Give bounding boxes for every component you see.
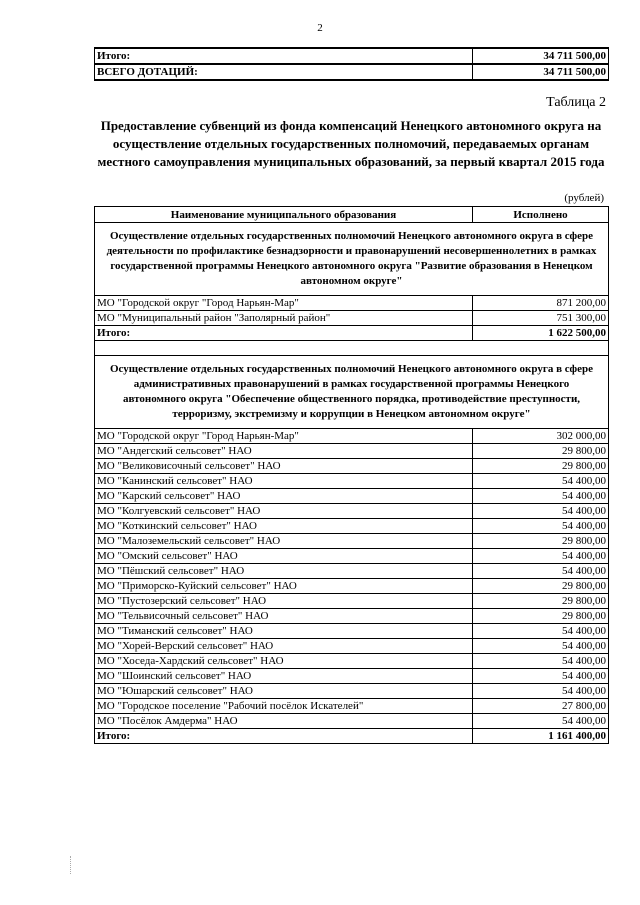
table-row bbox=[95, 296, 609, 311]
municipality-name: МО "Городской округ "Город Нарьян-Мар" bbox=[95, 296, 473, 311]
amount-value: 54 400,00 bbox=[473, 684, 609, 699]
table-row bbox=[95, 564, 609, 579]
table-row bbox=[95, 489, 609, 504]
table-row bbox=[95, 459, 609, 474]
column-header-name: Наименование муниципального образования bbox=[95, 207, 473, 223]
municipality-name: МО "Коткинский сельсовет" НАО bbox=[95, 519, 473, 534]
column-header-value: Исполнено bbox=[473, 207, 609, 223]
header-row bbox=[95, 207, 609, 223]
amount-value: 54 400,00 bbox=[473, 639, 609, 654]
table-row bbox=[95, 579, 609, 594]
municipality-name: МО "Хорей-Верский сельсовет" НАО bbox=[95, 639, 473, 654]
row-label: Итого: bbox=[95, 48, 473, 64]
table-row bbox=[95, 684, 609, 699]
municipality-name: МО "Пёшский сельсовет" НАО bbox=[95, 564, 473, 579]
amount-value: 29 800,00 bbox=[473, 444, 609, 459]
total-value: 1 622 500,00 bbox=[473, 326, 609, 341]
municipality-name: МО "Колгуевский сельсовет" НАО bbox=[95, 504, 473, 519]
table-row bbox=[95, 474, 609, 489]
amount-value: 54 400,00 bbox=[473, 669, 609, 684]
table-row bbox=[95, 594, 609, 609]
total-label: Итого: bbox=[95, 729, 473, 744]
amount-value: 54 400,00 bbox=[473, 504, 609, 519]
table-row bbox=[95, 444, 609, 459]
municipality-name: МО "Муниципальный район "Заполярный район" bbox=[95, 311, 473, 326]
section-title-row bbox=[95, 356, 609, 429]
amount-value: 29 800,00 bbox=[473, 594, 609, 609]
unit-label: (рублей) bbox=[564, 192, 604, 204]
blank-cell bbox=[95, 341, 609, 356]
table-row bbox=[95, 48, 609, 64]
table-row bbox=[95, 669, 609, 684]
municipality-name: МО "Посёлок Амдерма" НАО bbox=[95, 714, 473, 729]
amount-value: 54 400,00 bbox=[473, 624, 609, 639]
row-label: ВСЕГО ДОТАЦИЙ: bbox=[95, 64, 473, 80]
table-row bbox=[95, 519, 609, 534]
table-row bbox=[95, 504, 609, 519]
municipality-name: МО "Малоземельский сельсовет" НАО bbox=[95, 534, 473, 549]
row-value: 34 711 500,00 bbox=[473, 64, 609, 80]
municipality-name: МО "Городское поселение "Рабочий посёлок Искателей" bbox=[95, 699, 473, 714]
scan-mark bbox=[70, 856, 72, 874]
blank-row bbox=[95, 341, 609, 356]
municipality-name: МО "Великовисочный сельсовет" НАО bbox=[95, 459, 473, 474]
table-row bbox=[95, 609, 609, 624]
amount-value: 54 400,00 bbox=[473, 519, 609, 534]
amount-value: 54 400,00 bbox=[473, 489, 609, 504]
total-row bbox=[95, 326, 609, 341]
municipality-name: МО "Хоседа-Хардский сельсовет" НАО bbox=[95, 654, 473, 669]
table-row bbox=[95, 549, 609, 564]
row-value: 34 711 500,00 bbox=[473, 48, 609, 64]
amount-value: 29 800,00 bbox=[473, 459, 609, 474]
section-title: Осуществление отдельных государственных полномочий Ненецкого автономного округа в сфере административных правонарушений в рамках государственной программы Ненецкого автономного округа "Обеспечение общественного порядка, противодействие преступности, терроризму, экстремизму и коррупции в Ненецком автономном округе" bbox=[95, 356, 609, 429]
table-row bbox=[95, 624, 609, 639]
table-label: Таблица 2 bbox=[546, 95, 606, 110]
municipality-name: МО "Андегский сельсовет" НАО bbox=[95, 444, 473, 459]
table-row bbox=[95, 534, 609, 549]
amount-value: 54 400,00 bbox=[473, 564, 609, 579]
subventions-table bbox=[94, 206, 609, 744]
amount-value: 27 800,00 bbox=[473, 699, 609, 714]
municipality-name: МО "Шоинский сельсовет" НАО bbox=[95, 669, 473, 684]
table-row bbox=[95, 639, 609, 654]
section-title-row bbox=[95, 223, 609, 296]
grand-totals-table bbox=[94, 47, 609, 81]
table-row bbox=[95, 714, 609, 729]
municipality-name: МО "Приморско-Куйский сельсовет" НАО bbox=[95, 579, 473, 594]
table-row bbox=[95, 699, 609, 714]
table-row bbox=[95, 311, 609, 326]
municipality-name: МО "Канинский сельсовет" НАО bbox=[95, 474, 473, 489]
table-row bbox=[95, 429, 609, 444]
amount-value: 29 800,00 bbox=[473, 534, 609, 549]
municipality-name: МО "Карский сельсовет" НАО bbox=[95, 489, 473, 504]
municipality-name: МО "Городской округ "Город Нарьян-Мар" bbox=[95, 429, 473, 444]
section-title: Осуществление отдельных государственных полномочий Ненецкого автономного округа в сфере деятельности по профилактике безнадзорности и правонарушений несовершеннолетних в рамках государственной программы Ненецкого автономного округа "Развитие образования в Ненецком автономном округе" bbox=[95, 223, 609, 296]
amount-value: 29 800,00 bbox=[473, 579, 609, 594]
page-number: 2 bbox=[317, 22, 323, 34]
table-row bbox=[95, 64, 609, 80]
total-row bbox=[95, 729, 609, 744]
municipality-name: МО "Юшарский сельсовет" НАО bbox=[95, 684, 473, 699]
amount-value: 54 400,00 bbox=[473, 474, 609, 489]
municipality-name: МО "Тиманский сельсовет" НАО bbox=[95, 624, 473, 639]
amount-value: 871 200,00 bbox=[473, 296, 609, 311]
municipality-name: МО "Омский сельсовет" НАО bbox=[95, 549, 473, 564]
total-label: Итого: bbox=[95, 326, 473, 341]
amount-value: 54 400,00 bbox=[473, 549, 609, 564]
page-title: Предоставление субвенций из фонда компенсаций Ненецкого автономного округа на осуществление отдельных государственных полномочий, передаваемых органам местного самоуправления муниципальных образований, за первый квартал 2015 года bbox=[97, 118, 605, 169]
municipality-name: МО "Тельвисочный сельсовет" НАО bbox=[95, 609, 473, 624]
total-value: 1 161 400,00 bbox=[473, 729, 609, 744]
municipality-name: МО "Пустозерский сельсовет" НАО bbox=[95, 594, 473, 609]
table-row bbox=[95, 654, 609, 669]
amount-value: 29 800,00 bbox=[473, 609, 609, 624]
amount-value: 54 400,00 bbox=[473, 654, 609, 669]
amount-value: 751 300,00 bbox=[473, 311, 609, 326]
amount-value: 302 000,00 bbox=[473, 429, 609, 444]
amount-value: 54 400,00 bbox=[473, 714, 609, 729]
